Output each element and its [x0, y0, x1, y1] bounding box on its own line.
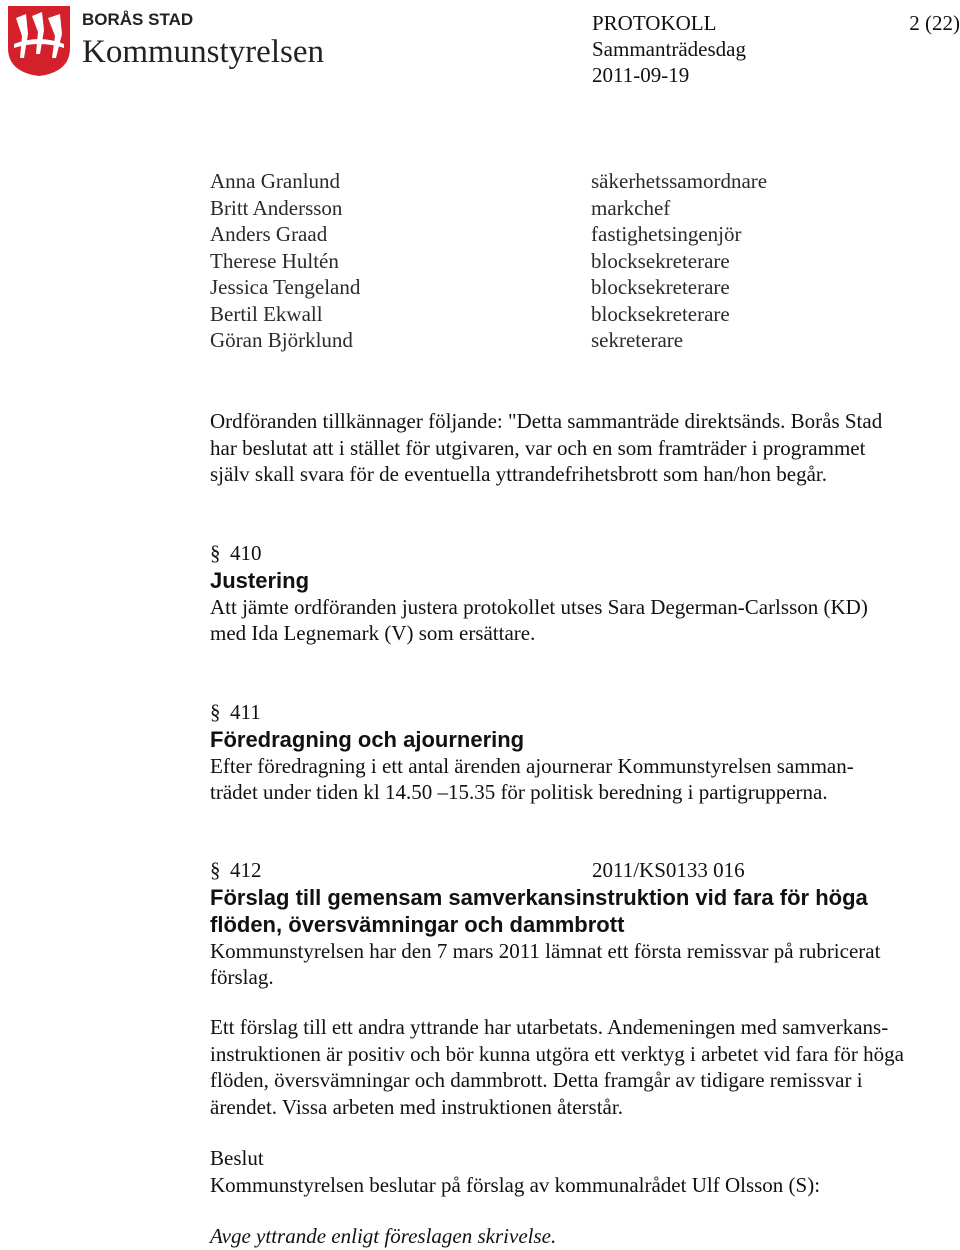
decision-heading: Beslut [210, 1146, 264, 1170]
logo-org-text: Kommunstyrelsen [82, 34, 324, 70]
borås-stad-logo [6, 4, 351, 78]
section-title-line: flöden, översvämningar och dammbrott [210, 911, 625, 937]
section-number-line [210, 540, 868, 567]
announcement-paragraph [210, 408, 882, 488]
section-411 [210, 699, 854, 806]
section-body-line: Efter föredragning i ett antal ärenden ajournerar Kommunstyrelsen samman- [210, 753, 854, 778]
decision-italic: Avge yttrande enligt föreslagen skrivelse. [210, 1224, 557, 1248]
announcement-line: Ordföranden tillkännager följande: "Detta sammanträde direktsänds. Borås Stad [210, 409, 883, 433]
attendee-role: markchef [591, 195, 671, 220]
attendee-row [210, 221, 767, 248]
section-body-line: Ett förslag till ett andra yttrande har utarbetats. Andemeningen med samverkans- [210, 1015, 889, 1039]
announcement-line: har beslutat att i stället för utgivaren, var och en som framträder i programmet [210, 435, 866, 460]
attendee-role: sekreterare [591, 328, 684, 352]
section-number: 410 [230, 541, 262, 565]
attendee-row [210, 301, 767, 328]
attendee-role: fastighetsingenjör [591, 222, 742, 246]
attendee-role: blocksekreterare [591, 248, 730, 273]
section-412 [210, 857, 880, 991]
attendee-name: Bertil Ekwall [210, 301, 323, 326]
attendee-row [210, 327, 767, 354]
attendee-row [210, 195, 767, 222]
meeting-date: 2011-09-19 [592, 63, 690, 87]
attendee-name: Therese Hultén [210, 248, 339, 273]
attendee-name: Anders Graad [210, 222, 328, 246]
section-body-line: med Ida Legnemark (V) som ersättare. [210, 621, 536, 645]
section-number-line [210, 699, 854, 726]
case-number: 2011/KS0133 016 [592, 858, 745, 882]
coat-of-arms-icon [6, 4, 351, 78]
section-410 [210, 540, 868, 647]
attendee-list [210, 168, 767, 354]
section-sign: § [210, 541, 221, 565]
section-title: Föredragning och ajournering [210, 726, 525, 752]
decision-block [210, 1145, 820, 1198]
section-body-line: Att jämte ordföranden justera protokollet utses Sara Degerman-Carlsson (KD) [210, 594, 868, 619]
section-body-line: Kommunstyrelsen har den 7 mars 2011 lämnat ett första remissvar på rubricerat [210, 938, 881, 963]
attendee-role: säkerhetssamordnare [591, 169, 768, 193]
section-body-line: trädet under tiden kl 14.50 –15.35 för politisk beredning i partigrupperna. [210, 780, 828, 804]
section-sign: § [210, 858, 221, 882]
attendee-name: Göran Björklund [210, 328, 353, 352]
section-title-line: Förslag till gemensam samverkansinstruktion vid fara för höga [210, 884, 868, 910]
section-body-line: ärendet. Vissa arbeten med instruktionen återstår. [210, 1094, 623, 1119]
attendee-row [210, 274, 767, 301]
section-body-line: instruktionen är positiv och bör kunna utgöra ett verktyg i arbetet vid fara för höga [210, 1041, 904, 1066]
doc-type: PROTOKOLL [592, 11, 717, 35]
attendee-name: Jessica Tengeland [210, 275, 361, 299]
attendee-name: Anna Granlund [210, 169, 341, 193]
section-body-line: förslag. [210, 965, 274, 989]
section-body-line: flöden, översvämningar och dammbrott. Detta framgår av tidigare remissvar i [210, 1068, 863, 1092]
section-title: Justering [210, 567, 310, 593]
attendee-role: blocksekreterare [591, 275, 730, 299]
meeting-label: Sammanträdesdag [592, 37, 746, 61]
attendee-name: Britt Andersson [210, 195, 343, 220]
page-number: 2 (22) [909, 11, 960, 35]
attendee-row [210, 168, 767, 195]
section-sign: § [210, 700, 221, 724]
section-number: 411 [230, 700, 261, 724]
section-number-line [210, 857, 880, 884]
attendee-row [210, 248, 767, 275]
attendee-role: blocksekreterare [591, 301, 730, 326]
decision-text: Kommunstyrelsen beslutar på förslag av kommunalrådet Ulf Olsson (S): [210, 1172, 821, 1197]
announcement-line: själv skall svara för de eventuella yttrandefrihetsbrott som han/hon begår. [210, 462, 827, 486]
section-number: 412 [230, 858, 262, 882]
section-412-body2 [210, 1014, 904, 1120]
header-info [592, 10, 746, 88]
logo-city-text: BORÅS STAD [82, 10, 194, 29]
